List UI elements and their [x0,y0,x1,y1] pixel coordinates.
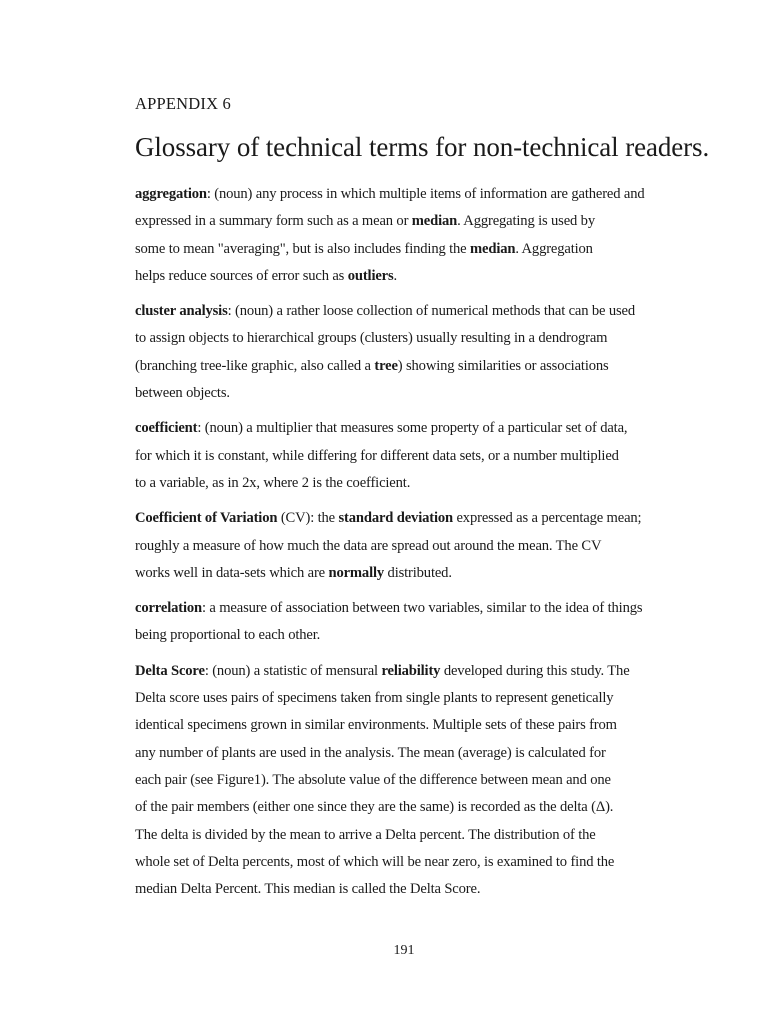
entry-line [135,533,695,560]
entry-text: . Aggregation [515,240,593,257]
entry-text: : a measure of association between two variables, similar to the idea of things [201,600,643,617]
entry-text: for which it is constant, while differing for different data sets, or a number multiplied [135,447,619,464]
glossary-list [135,181,695,911]
entry-text: between objects. [135,385,230,402]
entry-line [135,822,695,849]
emphasized-term: normally [328,564,385,581]
emphasized-term: median [470,240,516,257]
glossary-term: coefficient [135,420,198,437]
glossary-term: cluster analysis [135,303,228,320]
entry-text: being proportional to each other. [135,627,321,644]
entry-text: ) showing similarities or associations [397,357,609,374]
entry-text: : (noun) a statistic of mensural [204,662,382,679]
glossary-entry [135,298,695,407]
entry-text: of the pair members (either one since they are the same) is recorded as the delta (Δ). [135,799,614,816]
entry-line [135,712,695,739]
appendix-label: APPENDIX 6 [135,94,231,113]
entry-line [135,794,695,821]
emphasized-term: tree [374,357,398,374]
entry-text: expressed as a percentage mean; [452,510,642,527]
entry-text: works well in data-sets which are [135,564,329,581]
entry-line [135,622,695,649]
entry-text: to assign objects to hierarchical groups (clusters) usually resulting in a dendrogram [135,330,608,347]
entry-line [135,876,695,903]
glossary-term: Delta Score [135,662,205,679]
entry-text: Delta score uses pairs of specimens taken from single plants to represent genetically [135,690,614,707]
entry-line [135,685,695,712]
entry-text: : (noun) a rather loose collection of numerical methods that can be used [227,303,636,320]
entry-text: helps reduce sources of error such as [135,267,348,284]
entry-text: distributed. [384,564,452,581]
glossary-term: Coefficient of Variation [135,510,278,527]
entry-text: any number of plants are used in the analysis. The mean (average) is calculated for [135,744,606,761]
entry-line [135,415,695,442]
entry-text: roughly a measure of how much the data are spread out around the mean. The CV [135,537,602,554]
entry-line [135,849,695,876]
entry-line [135,236,695,263]
glossary-term: aggregation [135,186,207,202]
entry-text: each pair (see Figure1). The absolute value of the difference between mean and one [135,771,611,788]
page-number: 191 [393,943,415,958]
entry-text: . Aggregating is used by [457,213,595,230]
entry-text: whole set of Delta percents, most of which will be near zero, is examined to find the [135,853,615,870]
entry-text: : (noun) any process in which multiple items of information are gathered and [206,186,645,202]
glossary-entry [135,505,695,587]
entry-line [135,380,695,407]
entry-text: The delta is divided by the mean to arrive a Delta percent. The distribution of the [135,826,596,843]
entry-line [135,767,695,794]
entry-line [135,298,695,325]
glossary-term: correlation [135,600,202,617]
entry-line [135,263,695,290]
emphasized-term: reliability [381,662,441,679]
emphasized-term: outliers [347,267,394,284]
page-title: Glossary of technical terms for non-technical readers. [135,132,710,162]
entry-line [135,443,695,470]
entry-line [135,208,695,235]
entry-line [135,470,695,497]
glossary-entry [135,658,695,904]
entry-text: median Delta Percent. This median is called the Delta Score. [135,881,481,898]
entry-text: : (noun) a multiplier that measures some property of a particular set of data, [197,420,628,437]
entry-line [135,560,695,587]
entry-line [135,325,695,352]
entry-line [135,740,695,767]
entry-line [135,595,695,622]
entry-line [135,353,695,380]
entry-line [135,505,695,532]
entry-text: expressed in a summary form such as a mean or [135,213,412,230]
entry-text: (CV): the [277,510,339,527]
glossary-entry [135,415,695,497]
glossary-entry [135,181,695,290]
entry-text: identical specimens grown in similar environments. Multiple sets of these pairs from [135,717,617,734]
entry-text: (branching tree-like graphic, also called a [135,357,375,374]
entry-text: developed during this study. The [440,662,630,679]
entry-text: some to mean "averaging", but is also includes finding the [135,240,471,257]
entry-text: to a variable, as in 2x, where 2 is the coefficient. [135,474,411,491]
glossary-entry [135,595,695,650]
entry-text: . [393,267,398,284]
emphasized-term: standard deviation [338,510,453,527]
entry-line [135,658,695,685]
entry-line [135,181,695,208]
emphasized-term: median [411,213,458,230]
